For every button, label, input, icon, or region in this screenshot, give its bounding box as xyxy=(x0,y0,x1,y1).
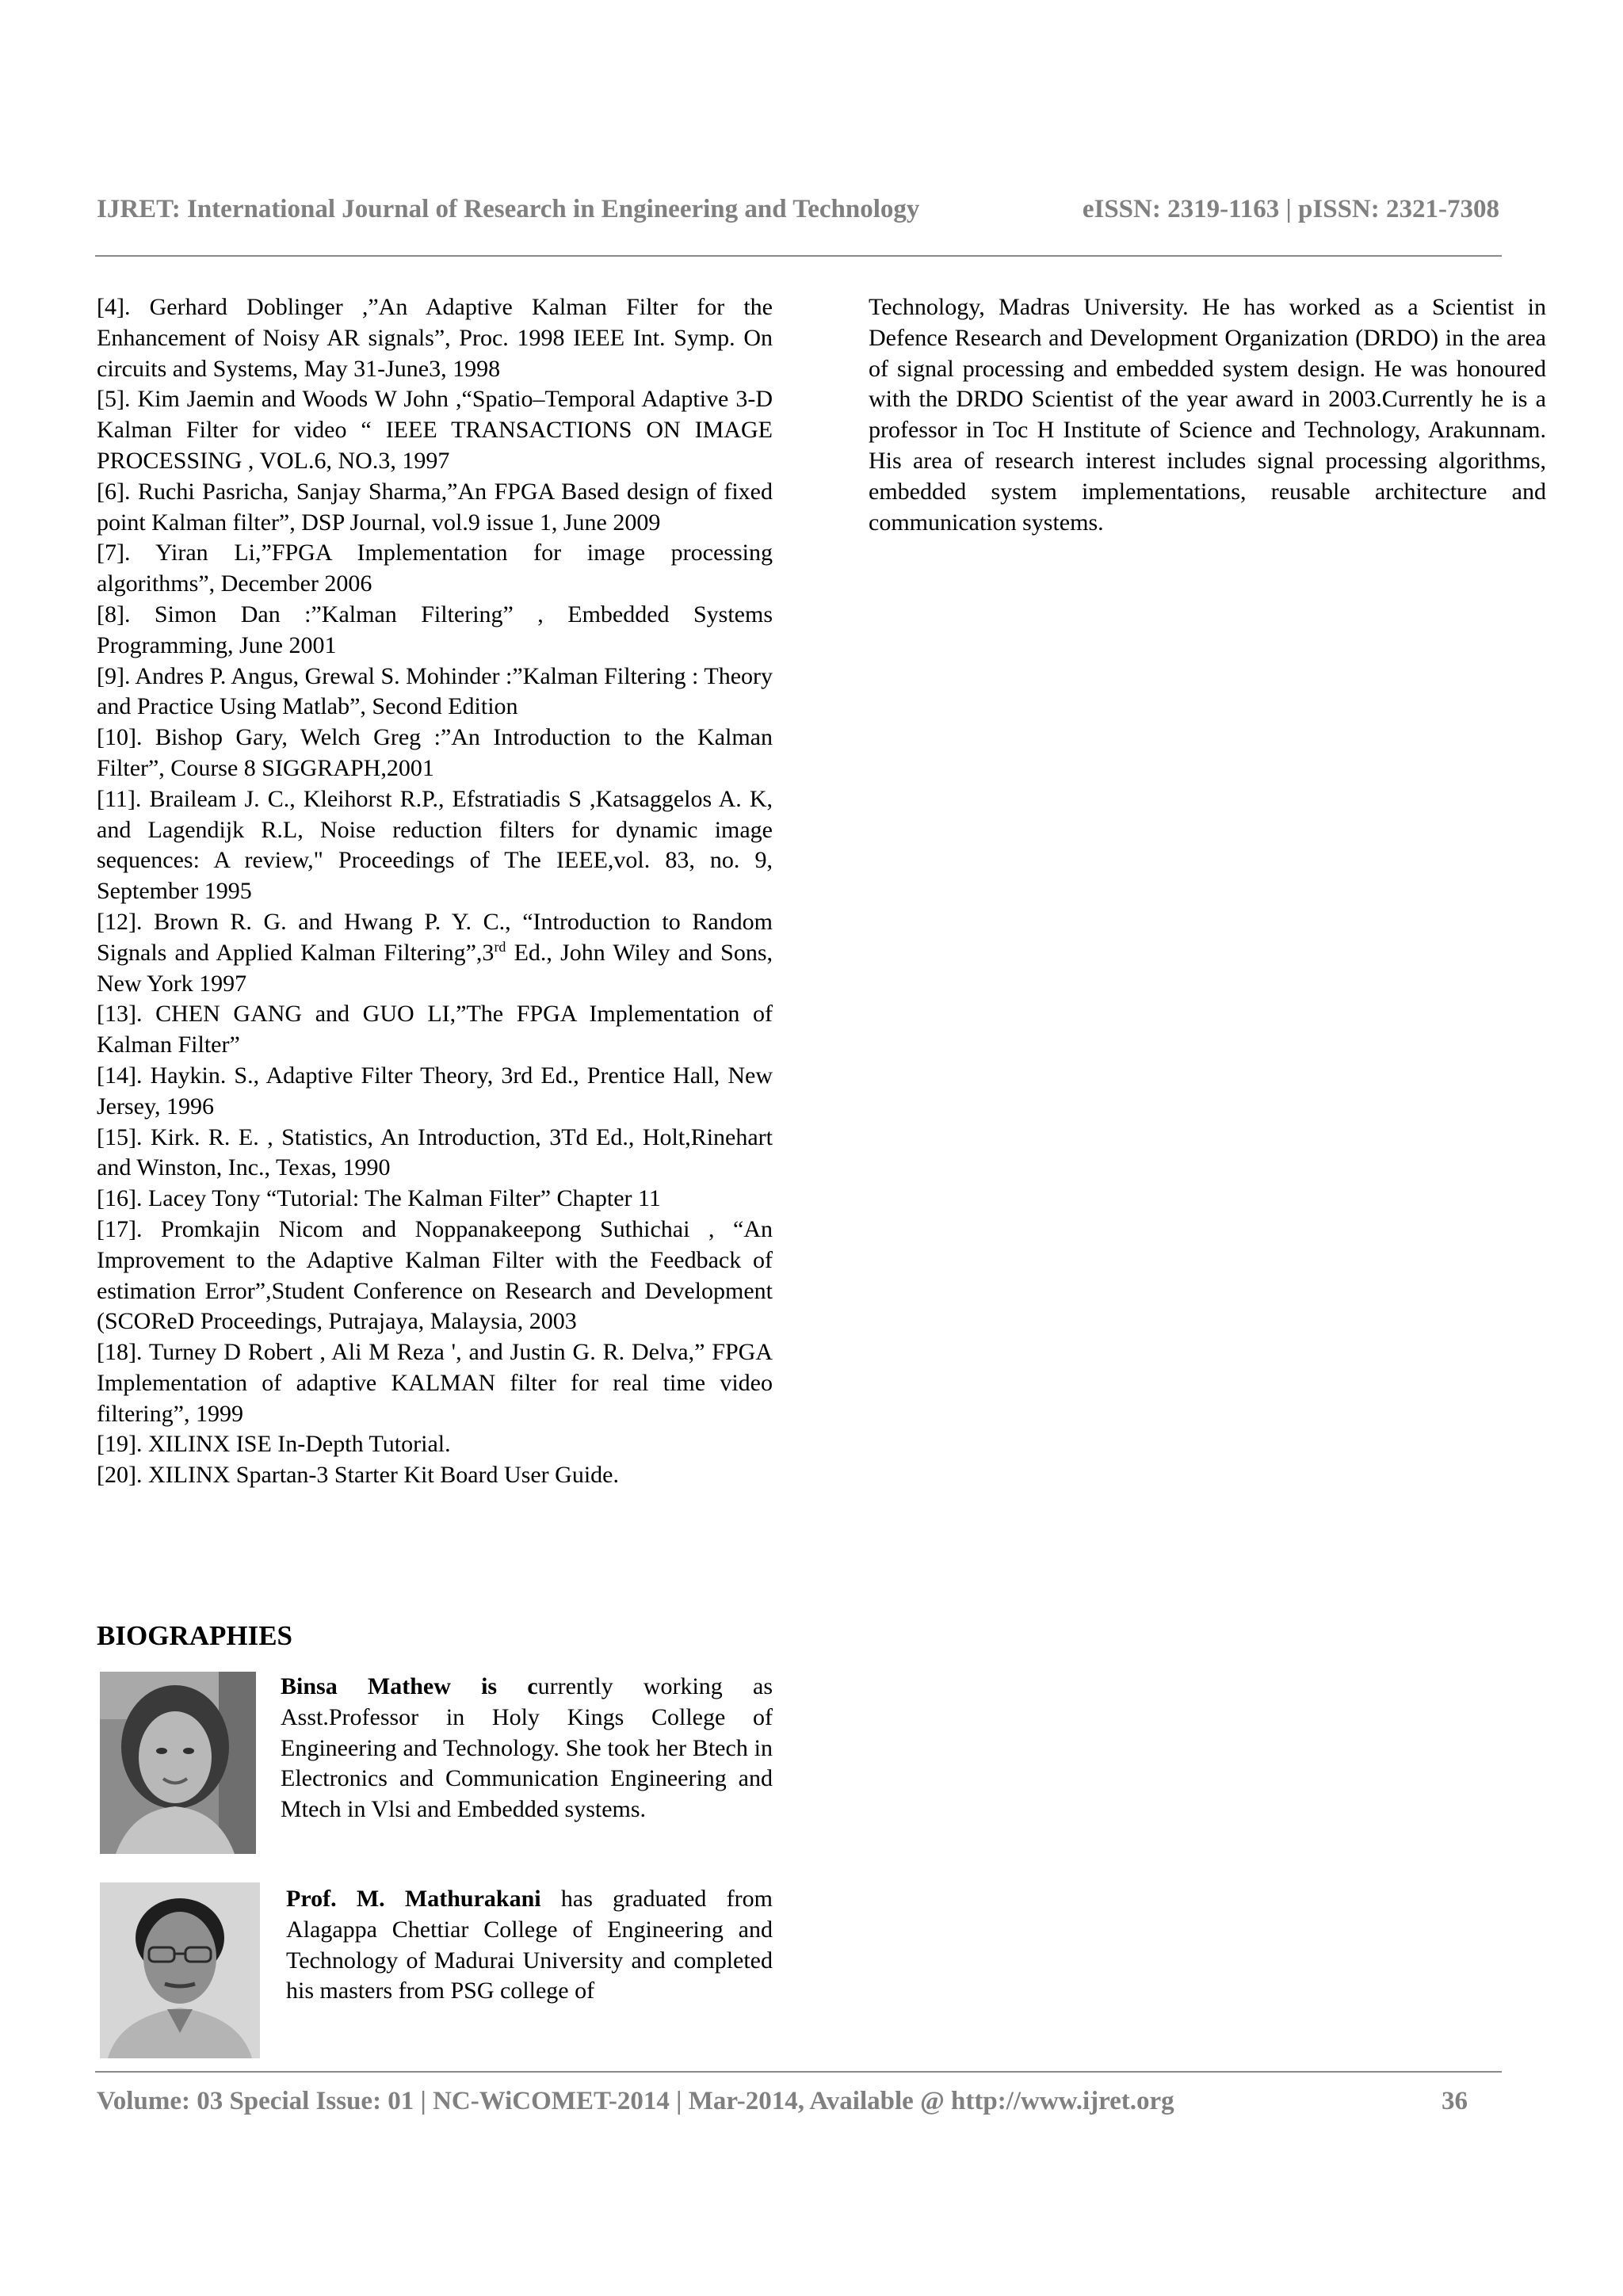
reference-item: [17]. Promkajin Nicom and Noppanakeepong Suthichai , “An Improvement to the Adaptive Kalman Filter with the Feedback of estimation Error”,Student Conference on Research and Development (SCOReD Proceedings, Putrajaya, Malaysia, 2003 xyxy=(97,1215,773,1335)
footer-rule xyxy=(95,2071,1502,2073)
reference-item: [13]. CHEN GANG and GUO LI,”The FPGA Implementation of Kalman Filter” xyxy=(97,1001,773,1058)
bio-binsa-mathew xyxy=(281,1672,773,1825)
reference-item: [16]. Lacey Tony “Tutorial: The Kalman Filter” Chapter 11 xyxy=(97,1185,661,1212)
bio-continuation: Technology, Madras University. He has worked as a Scientist in Defence Research and Development Organization (DRDO) in the area of signal processing and embedded system design. He was honoured with the DRDO Scientist of the year award in 2003.Currently he is a professor in Toc H Institute of Science and Technology, Arakunnam. His area of research interest includes signal processing algorithms, embedded system implementations, reusable architecture and communication systems. xyxy=(869,294,1546,536)
running-header xyxy=(97,189,1499,236)
biographies-heading: BIOGRAPHIES xyxy=(97,1620,292,1651)
author-photo-mathurakani xyxy=(100,1882,260,2058)
reference-item: [18]. Turney D Robert , Ali M Reza ', and Justin G. R. Delva,” FPGA Implementation of adaptive KALMAN filter for real time video filtering”, 1999 xyxy=(97,1339,773,1427)
reference-item: [7]. Yiran Li,”FPGA Implementation for image processing algorithms”, December 2006 xyxy=(97,540,773,597)
reference-item: [11]. Braileam J. C., Kleihorst R.P., Efstratiadis S ,Katsaggelos A. K, and Lagendijk R.L, Noise reduction filters for dynamic image sequences: A review," Proceedings of The IEEE,vol. 83, no. 9, September 1995 xyxy=(97,785,773,905)
running-footer xyxy=(97,2087,1468,2126)
references-column xyxy=(97,292,773,1491)
reference-item: [20]. XILINX Spartan-3 Starter Kit Board User Guide. xyxy=(97,1462,619,1489)
reference-item: [9]. Andres P. Angus, Grewal S. Mohinder :”Kalman Filtering : Theory and Practice Using Matlab”, Second Edition xyxy=(97,662,773,720)
bio-body: urrently working as Asst.Professor in Holy Kings College of Engineering and Technology. She took her Btech in Electronics and Communication Engineering and Mtech in Vlsi and Embedded systems. xyxy=(281,1673,773,1823)
portrait-image xyxy=(100,1672,256,1854)
bio-name: Binsa Mathew is c xyxy=(281,1673,538,1699)
reference-item: [5]. Kim Jaemin and Woods W John ,“Spatio–Temporal Adaptive 3-D Kalman Filter for video “ IEEE TRANSACTIONS ON IMAGE PROCESSING , VOL.6, NO.3, 1997 xyxy=(97,386,773,474)
ref12-text-after: Ed., John Wiley and Sons, New York 1997 xyxy=(97,939,773,997)
page-number: 36 xyxy=(1442,2087,1468,2115)
reference-item: [4]. Gerhard Doblinger ,”An Adaptive Kalman Filter for the Enhancement of Noisy AR signals”, Proc. 1998 IEEE Int. Symp. On circuits and Systems, May 31-June3, 1998 xyxy=(97,294,773,382)
bio-name: Prof. M. Mathurakani xyxy=(286,1886,541,1912)
footer-volume-info: Volume: 03 Special Issue: 01 | NC-WiCOMET-2014 | Mar-2014, Available @ http://www.ijret.org xyxy=(97,2087,1174,2115)
reference-item: [8]. Simon Dan :”Kalman Filtering” , Embedded Systems Programming, June 2001 xyxy=(97,601,773,658)
portrait-image xyxy=(100,1882,260,2058)
header-rule xyxy=(95,255,1502,257)
right-column xyxy=(869,292,1546,538)
author-photo-binsa-mathew xyxy=(100,1672,256,1854)
reference-item: [6]. Ruchi Pasricha, Sanjay Sharma,”An FPGA Based design of fixed point Kalman filter”, DSP Journal, vol.9 issue 1, June 2009 xyxy=(97,478,773,536)
ref12-superscript: rd xyxy=(494,938,506,955)
reference-item: [10]. Bishop Gary, Welch Greg :”An Introduction to the Kalman Filter”, Course 8 SIGGRAPH,2001 xyxy=(97,724,773,781)
reference-item: [14]. Haykin. S., Adaptive Filter Theory, 3rd Ed., Prentice Hall, New Jersey, 1996 xyxy=(97,1062,773,1119)
journal-title: IJRET: International Journal of Research in Engineering and Technology xyxy=(97,195,920,223)
ref12-text-before: [12]. Brown R. G. and Hwang P. Y. C., “Introduction to Random Signals and Applied Kalman Filtering”,3 xyxy=(97,908,773,966)
reference-item: [15]. Kirk. R. E. , Statistics, An Introduction, 3Td Ed., Holt,Rinehart and Winston, Inc., Texas, 1990 xyxy=(97,1123,773,1181)
reference-item: [19]. XILINX ISE In-Depth Tutorial. xyxy=(97,1431,451,1458)
bio-mathurakani xyxy=(286,1884,773,2007)
reference-item-12 xyxy=(97,907,773,999)
issn-line: eISSN: 2319-1163 | pISSN: 2321-7308 xyxy=(1082,195,1499,223)
bio-body: has graduated from Alagappa Chettiar College of Engineering and Technology of Madurai University and completed his masters from PSG college of xyxy=(286,1886,773,2004)
